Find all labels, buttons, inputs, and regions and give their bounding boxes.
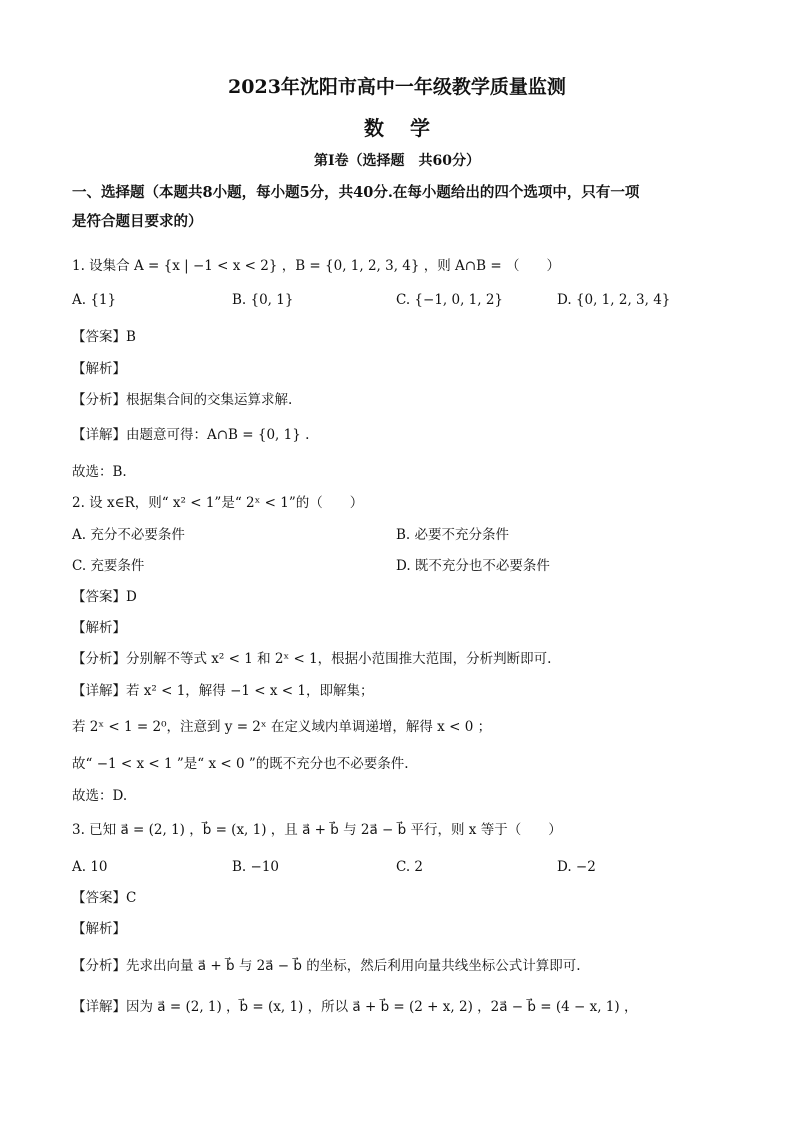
q2-fenxi: 【分析】分别解不等式 x² < 1 和 2ˣ < 1，根据小范围推大范围，分析判断即可. xyxy=(72,651,552,667)
q1-answer: 【答案】B xyxy=(72,329,136,345)
q1-option-c: C. {−1, 0, 1, 2} xyxy=(396,292,504,308)
q1-xiangjie: 【详解】由题意可得：A∩B = {0, 1} . xyxy=(72,427,310,443)
q2-xiangjie: 【详解】若 x² < 1，解得 −1 < x < 1，即解集； xyxy=(72,683,374,699)
q1-option-d: D. {0, 1, 2, 3, 4} xyxy=(557,292,671,308)
q3-analysis-label: 【解析】 xyxy=(72,921,126,937)
q2-option-a: A. 充分不必要条件 xyxy=(72,527,185,543)
section-heading-line-2: 是符合题目要求的） xyxy=(72,213,203,230)
q1-stem: 1. 设集合 A = {x | −1 < x < 2} ，B = {0, 1, 2, 3, 4} ，则 A∩B = （ ） xyxy=(72,258,560,274)
q1-option-a: A. {1} xyxy=(72,292,117,308)
q3-fenxi: 【分析】先求出向量 a⃗ + b⃗ 与 2a⃗ − b⃗ 的坐标，然后利用向量共线坐标公式计算即可. xyxy=(72,958,581,974)
q3-stem: 3. 已知 a⃗ = (2, 1) ，b⃗ = (x, 1) ，且 a⃗ + b⃗ 与 2a⃗ − b⃗ 平行，则 x 等于（ ） xyxy=(72,822,562,838)
q2-option-d: D. 既不充分也不必要条件 xyxy=(396,558,550,574)
q2-answer: 【答案】D xyxy=(72,589,137,605)
exam-title: 2023年沈阳市高中一年级教学质量监测 xyxy=(228,76,566,98)
q2-xiangjie-line-3: 故“ −1 < x < 1 ”是“ x < 0 ”的既不充分也不必要条件. xyxy=(72,756,409,772)
q2-analysis-label: 【解析】 xyxy=(72,620,126,636)
section-heading-line-1: 一、选择题（本题共8小题，每小题5分，共40分.在每小题给出的四个选项中，只有一项 xyxy=(72,184,640,201)
q1-conclusion: 故选：B. xyxy=(72,464,127,480)
q3-option-b: B. −10 xyxy=(232,859,279,875)
q3-option-d: D. −2 xyxy=(557,859,596,875)
part-heading: 第Ⅰ卷（选择题 共60分） xyxy=(313,153,481,169)
subject-title: 数学 xyxy=(364,116,456,140)
q1-fenxi: 【分析】根据集合间的交集运算求解. xyxy=(72,392,293,408)
q2-option-b: B. 必要不充分条件 xyxy=(396,527,510,543)
q2-conclusion: 故选：D. xyxy=(72,788,128,804)
q3-answer: 【答案】C xyxy=(72,890,137,906)
q2-option-c: C. 充要条件 xyxy=(72,558,145,574)
q3-xiangjie: 【详解】因为 a⃗ = (2, 1) ，b⃗ = (x, 1) ，所以 a⃗ + b⃗ = (2 + x, 2) ，2a⃗ − b⃗ = (4 − x, 1) ， xyxy=(72,999,638,1015)
q2-stem: 2. 设 x∈R，则“ x² < 1”是“ 2ˣ < 1”的（ ） xyxy=(72,495,364,511)
q1-analysis-label: 【解析】 xyxy=(72,361,126,377)
q3-option-c: C. 2 xyxy=(396,859,424,875)
q1-option-b: B. {0, 1} xyxy=(232,292,294,308)
q3-option-a: A. 10 xyxy=(72,859,108,875)
q2-xiangjie-line-2: 若 2ˣ < 1 = 2⁰，注意到 y = 2ˣ 在定义域内单调递增，解得 x < 0 ； xyxy=(72,719,492,735)
